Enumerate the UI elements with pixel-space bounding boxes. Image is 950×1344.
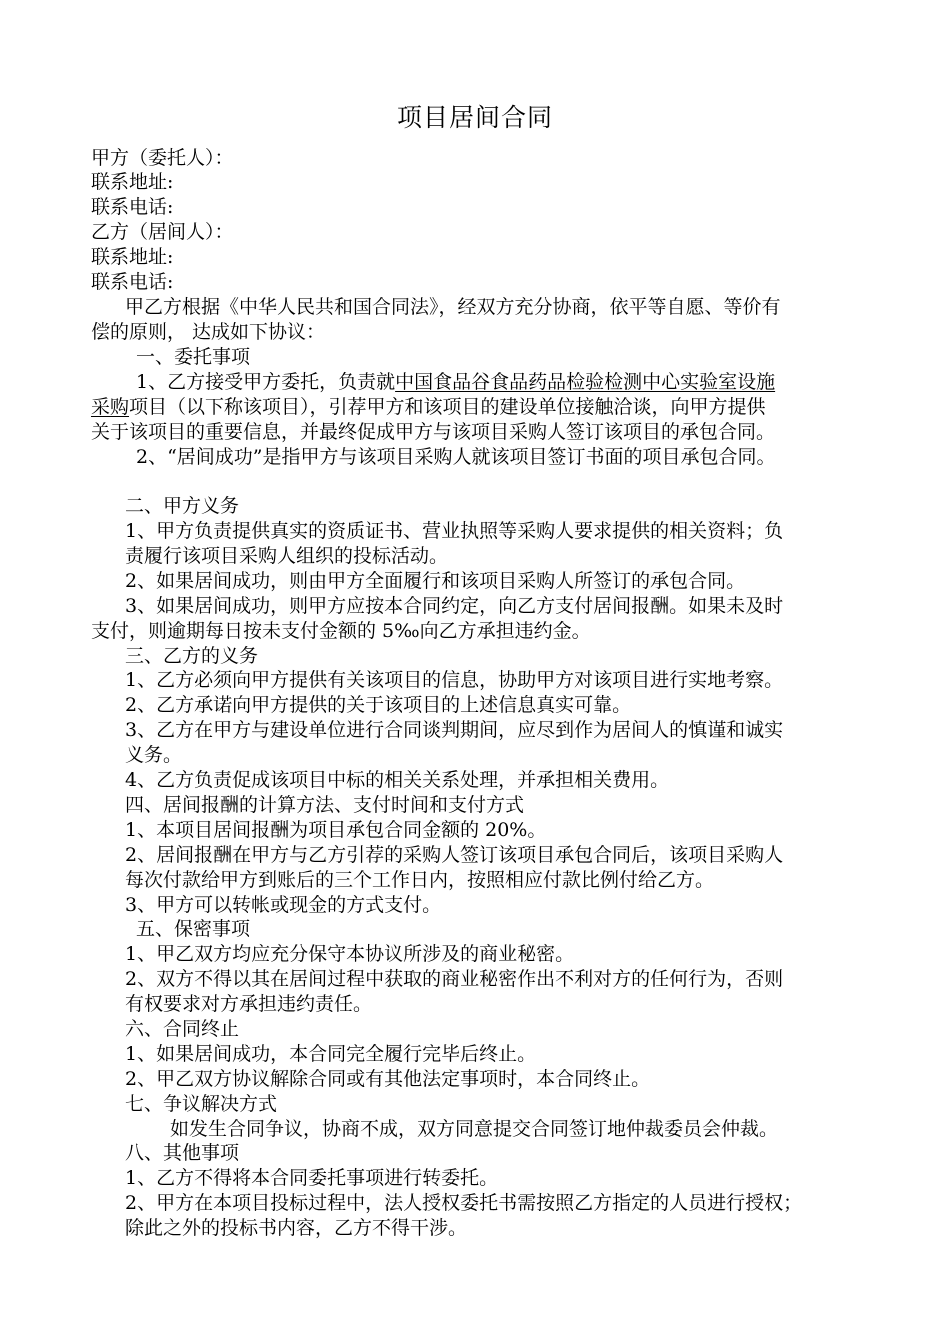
clause-line: 如发生合同争议，协商不成，双方同意提交合同签订地仲裁委员会仲裁。 <box>170 1118 779 1140</box>
section-heading: 八、其他事项 <box>125 1142 240 1164</box>
section-heading: 三、乙方的义务 <box>125 645 259 667</box>
section-heading: 一、委托事项 <box>136 346 251 368</box>
clause-line <box>136 370 775 394</box>
clause-line: 3、如果居间成功，则甲方应按本合同约定，向乙方支付居间报酬。如果未及时 <box>125 595 784 617</box>
clause-line: 义务。 <box>125 744 183 766</box>
document-title: 项目居间合同 <box>396 103 553 132</box>
clause-line: 2、乙方承诺向甲方提供的关于该项目的上述信息真实可靠。 <box>125 694 632 716</box>
clause-line: 有权要求对方承担违约责任。 <box>125 993 373 1015</box>
section-heading: 五、保密事项 <box>136 918 251 940</box>
clause-line: 3、甲方可以转帐或现金的方式支付。 <box>125 894 442 916</box>
party-a-label: 甲方（委托人）： <box>91 147 234 169</box>
project-name: 中国食品谷食品药品检验检测中心实验室设施 <box>395 371 776 393</box>
clause-line: 2、如果居间成功，则由甲方全面履行和该项目采购人所签订的承包合同。 <box>125 570 746 592</box>
section-heading: 二、甲方义务 <box>125 495 240 517</box>
clause-text: 项目（以下称该项目），引荐甲方和该项目的建设单位接触洽谈，向甲方提供 <box>129 396 766 418</box>
project-name: 采购 <box>91 396 130 418</box>
clause-line: 支付，则逾期每日按未支付金额的 5‰向乙方承担违约金。 <box>91 620 591 642</box>
section-heading: 七、争议解决方式 <box>125 1093 278 1115</box>
clause-line: 1、如果居间成功，本合同完全履行完毕后终止。 <box>125 1043 537 1065</box>
clause-line: 2、双方不得以其在居间过程中获取的商业秘密作出不利对方的任何行为，否则 <box>125 968 784 990</box>
clause-line: 1、甲乙双方均应充分保守本协议所涉及的商业秘密。 <box>125 943 575 965</box>
preamble-line: 甲乙方根据《中华人民共和国合同法》，经双方充分协商，依平等自愿、等价有 <box>125 296 781 318</box>
clause-line: 每次付款给甲方到账后的三个工作日内，按照相应付款比例付给乙方。 <box>125 869 715 891</box>
party-b-address: 联系地址: <box>91 246 174 268</box>
clause-text: 1、乙方接受甲方委托，负责就 <box>136 371 396 393</box>
clause-line: 除此之外的投标书内容，乙方不得干涉。 <box>125 1217 468 1239</box>
party-b-phone: 联系电话: <box>91 271 174 293</box>
clause-line: 2、甲方在本项目投标过程中，法人授权委托书需按照乙方指定的人员进行授权； <box>125 1192 803 1214</box>
clause-line: 2、居间报酬在甲方与乙方引荐的采购人签订该项目承包合同后，该项目采购人 <box>125 844 784 866</box>
party-b-label: 乙方（居间人）： <box>91 221 234 243</box>
clause-line: 3、乙方在甲方与建设单位进行合同谈判期间，应尽到作为居间人的慎谨和诚实 <box>125 719 784 741</box>
clause-line <box>91 395 766 419</box>
clause-line: 1、乙方不得将本合同委托事项进行转委托。 <box>125 1167 499 1189</box>
party-a-phone: 联系电话: <box>91 196 174 218</box>
clause-line: 1、本项目居间报酬为项目承包合同金额的 20%。 <box>125 819 547 841</box>
clause-line: 2、“居间成功”是指甲方与该项目采购人就该项目签订书面的项目承包合同。 <box>136 446 776 468</box>
clause-line: 1、乙方必须向甲方提供有关该项目的信息，协助甲方对该项目进行实地考察。 <box>125 669 784 691</box>
clause-line: 4、乙方负责促成该项目中标的相关关系处理，并承担相关费用。 <box>125 769 670 791</box>
party-a-address: 联系地址: <box>91 171 174 193</box>
clause-line: 关于该项目的重要信息，并最终促成甲方与该项目采购人签订该项目的承包合同。 <box>91 421 776 443</box>
section-heading: 六、合同终止 <box>125 1018 240 1040</box>
clause-line: 1、甲方负责提供真实的资质证书、营业执照等采购人要求提供的相关资料；负 <box>125 520 784 542</box>
section-heading: 四、居间报酬的计算方法、支付时间和支付方式 <box>125 794 525 816</box>
clause-line: 责履行该项目采购人组织的投标活动。 <box>125 545 449 567</box>
preamble-line: 偿的原则， 达成如下协议： <box>91 321 326 343</box>
clause-line: 2、甲乙双方协议解除合同或有其他法定事项时，本合同终止。 <box>125 1068 651 1090</box>
